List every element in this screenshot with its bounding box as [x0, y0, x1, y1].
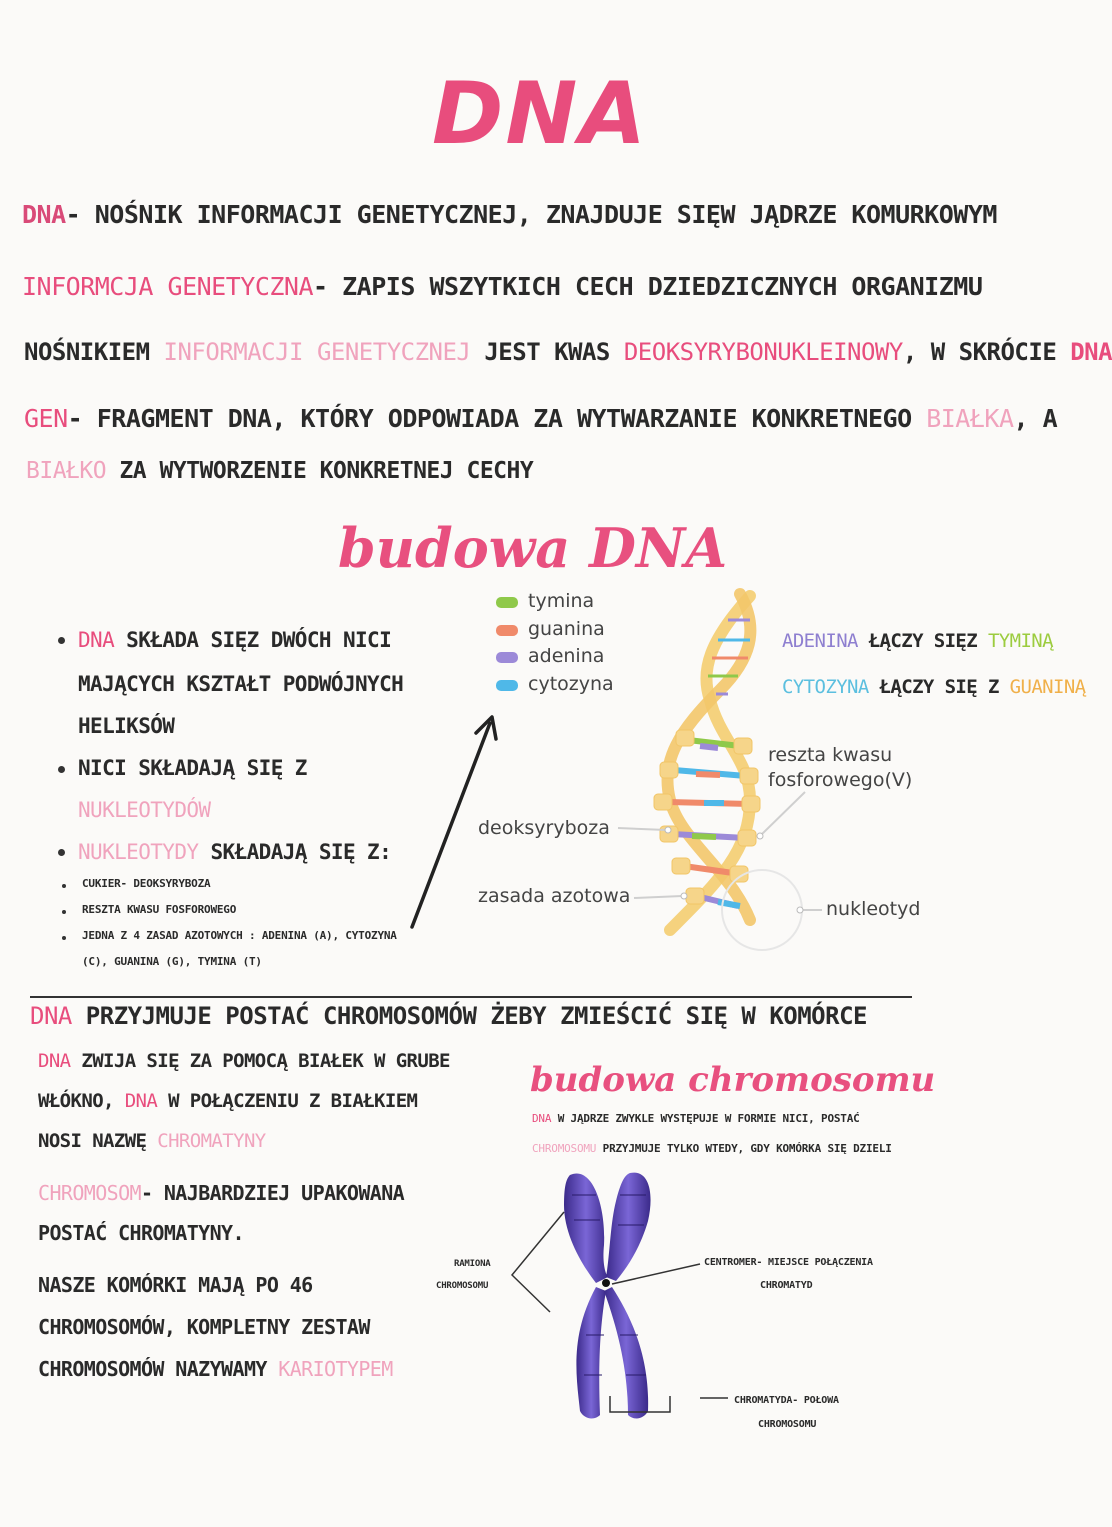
sub-bullet	[62, 884, 66, 888]
label-arms-1: RAMIONA	[454, 1259, 491, 1269]
highlight: DNA	[38, 1050, 71, 1072]
text: SKŁADA SIĘZ DWÓCH NICI	[114, 628, 392, 652]
label-arms-2: CHROMOSOMU	[436, 1281, 489, 1291]
text: JEST KWAS	[470, 338, 624, 366]
text: - NAJBARDZIEJ UPAKOWANA	[140, 1181, 405, 1205]
highlight: CHROMATYNY	[157, 1130, 266, 1152]
label-chromatid-1: CHROMATYDA- POŁOWA	[734, 1395, 839, 1406]
intro-line-5	[26, 458, 533, 484]
legend-guanina: guanina	[528, 618, 605, 640]
text: WŁÓKNO,	[38, 1090, 125, 1112]
highlight: INFORMACJI GENETYCZNEJ	[163, 338, 471, 366]
para-3-line-3	[38, 1357, 393, 1381]
legend-tymina: tymina	[528, 590, 595, 612]
text: W JĄDRZE ZWYKLE WYSTĘPUJE W FORMIE NICI, POSTAĆ	[551, 1112, 860, 1125]
text: PRZYJMUJE TYLKO WTEDY, GDY KOMÓRKA SIĘ DZIELI	[596, 1142, 892, 1155]
para-1-line-1	[38, 1050, 450, 1072]
pair-rule-1	[782, 630, 1053, 652]
label-nitrogen-base: zasada azotowa	[478, 885, 631, 907]
para-2-line-2: POSTAĆ CHROMATYNY.	[38, 1221, 244, 1245]
text: , W SKRÓCIE	[902, 338, 1071, 366]
bullet-1-line-1	[78, 628, 391, 652]
definition: - ZAPIS WSZYTKICH CECH DZIEDZICZNYCH ORGANIZMU	[313, 272, 983, 301]
text: ZWIJA SIĘ ZA POMOCĄ BIAŁEK W GRUBE	[70, 1050, 450, 1072]
sub-item-2: RESZTA KWASU FOSFOROWEGO	[82, 903, 237, 916]
highlight: DNA	[532, 1112, 552, 1125]
sub-bullet	[62, 910, 66, 914]
page-title: DNA	[432, 64, 648, 164]
dna-structure-title: budowa DNA	[338, 516, 728, 580]
pair-rule-2	[782, 676, 1086, 698]
label-chromatid-2: CHROMOSOMU	[758, 1419, 817, 1430]
bullet-1-line-2: MAJĄCYCH KSZTAŁT PODWÓJNYCH	[78, 672, 404, 696]
definition: - NOŚNIK INFORMACJI GENETYCZNEJ, ZNAJDUJE SIĘW JĄDRZE KOMURKOWYM	[65, 200, 997, 229]
highlight: CYTOZYNA	[782, 676, 869, 698]
para-3-line-1: NASZE KOMÓRKI MAJĄ PO 46	[38, 1273, 313, 1297]
highlight: NUKLEOTYDY	[78, 840, 199, 864]
label-deoxyribose: deoksyryboza	[478, 817, 610, 839]
term-dna: DNA	[22, 200, 66, 229]
intro-line-3	[24, 338, 1112, 366]
text: , A	[1013, 404, 1058, 433]
bullet	[58, 766, 65, 773]
bullet-2-line-2: NUKLEOTYDÓW	[78, 798, 211, 822]
bullet-2-line-1: NICI SKŁADAJĄ SIĘ Z	[78, 756, 307, 780]
section-divider	[30, 996, 912, 998]
highlight: GUANINĄ	[1009, 676, 1086, 698]
intro-line-2	[22, 272, 982, 301]
highlight: KARIOTYPEM	[278, 1357, 393, 1381]
text: ZA WYTWORZENIE KONKRETNEJ CECHY	[106, 458, 534, 484]
para-1-line-2	[38, 1090, 417, 1112]
label-centromere-1: CENTROMER- MIEJSCE POŁĄCZENIA	[704, 1257, 873, 1268]
bullet	[58, 637, 65, 644]
highlight: DNA	[124, 1090, 158, 1112]
label-centromere-2: CHROMATYD	[760, 1280, 813, 1291]
chromosome-heading	[30, 1002, 867, 1030]
text: NOŚNIKIEM	[24, 338, 164, 366]
sub-bullet	[62, 936, 66, 940]
intro-line-4	[24, 404, 1057, 433]
bullet-1-line-3: HELIKSÓW	[78, 714, 175, 738]
text: ŁĄCZY SIĘ Z	[868, 676, 1010, 698]
highlight: BIAŁKA	[926, 404, 1014, 433]
sub-item-3: JEDNA Z 4 ZASAD AZOTOWYCH : ADENINA (A), CYTOZYNA	[82, 929, 397, 942]
text: PRZYJMUJE POSTAĆ CHROMOSOMÓW ŻEBY ZMIEŚCIĆ SIĘ W KOMÓRCE	[71, 1002, 867, 1030]
label-phosphate-2: fosforowego(V)	[768, 769, 913, 791]
text: ŁĄCZY SIĘZ	[857, 630, 988, 652]
text: NOSI NAZWĘ	[38, 1130, 158, 1152]
tymina-swatch-icon	[496, 597, 518, 608]
intro-line-1	[22, 200, 997, 229]
highlight: DNA	[1070, 338, 1112, 366]
highlight: DNA	[78, 628, 115, 652]
highlight: CHROMOSOMU	[532, 1142, 597, 1155]
highlight: BIAŁKO	[26, 458, 107, 484]
para-3-line-2: CHROMOSOMÓW, KOMPLETNY ZESTAW	[38, 1315, 370, 1339]
term-gen: GEN	[24, 404, 68, 433]
term-genetic-info: INFORMCJA GENETYCZNA	[22, 272, 314, 301]
highlight: DEOKSYRYBONUKLEINOWY	[623, 338, 903, 366]
highlight: DNA	[30, 1002, 72, 1030]
highlight: CHROMOSOM	[38, 1181, 141, 1205]
legend-adenina: adenina	[528, 645, 605, 667]
text: CHROMOSOMÓW NAZYWAMY	[38, 1357, 279, 1381]
chromosome-structure-title: budowa chromosomu	[530, 1060, 936, 1100]
chromosome-note-1	[532, 1112, 860, 1125]
highlight: ADENINA	[782, 630, 858, 652]
bullet-3-line-1	[78, 840, 391, 864]
highlight: TYMINĄ	[987, 630, 1053, 652]
label-nucleotide: nukleotyd	[826, 898, 921, 920]
sub-item-1: CUKIER- DEOKSYRYBOZA	[82, 877, 211, 890]
label-phosphate-1: reszta kwasu	[768, 744, 893, 766]
para-2-line-1	[38, 1181, 404, 1205]
chromosome-note-2	[532, 1142, 892, 1155]
text: - FRAGMENT DNA, KTÓRY ODPOWIADA ZA WYTWARZANIE KONKRETNEGO	[67, 404, 927, 433]
adenina-swatch-icon	[496, 652, 518, 663]
text: SKŁADAJĄ SIĘ Z:	[198, 840, 392, 864]
cytozyna-swatch-icon	[496, 680, 518, 691]
text: W POŁĄCZENIU Z BIAŁKIEM	[157, 1090, 418, 1112]
guanina-swatch-icon	[496, 625, 518, 636]
legend-cytozyna: cytozyna	[528, 673, 614, 695]
sub-item-4: (C), GUANINA (G), TYMINA (T)	[82, 955, 262, 968]
bullet	[58, 849, 65, 856]
para-1-line-3	[38, 1130, 266, 1152]
